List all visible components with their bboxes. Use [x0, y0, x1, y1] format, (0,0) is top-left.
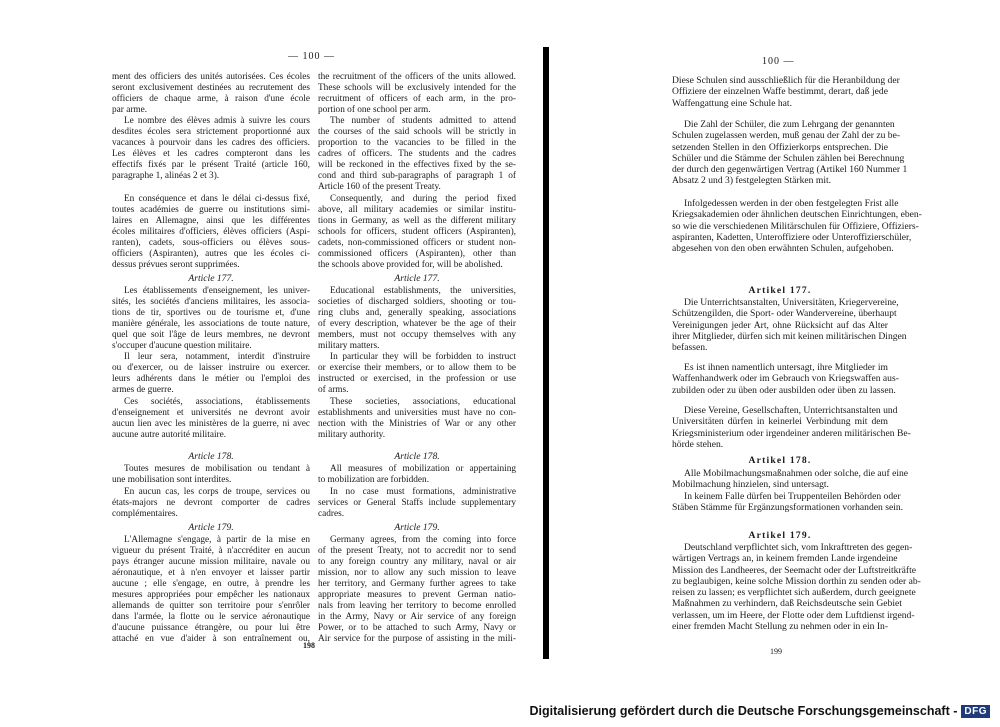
text-line: All measures of mobilization or appertaining	[330, 464, 516, 474]
text-line: her territory, and Germany further agrees to take	[318, 579, 516, 589]
text-line: zubilden oder zu üben oder ausbilden oder üben zu lassen.	[672, 384, 896, 396]
text-line: vacances à pourvoir dans les cadres des officiers.	[112, 138, 310, 148]
text-line: toutes académies de guerre ou institutions simi-	[112, 205, 310, 215]
text-line: Les élèves et les cadres compteront dans les	[112, 149, 310, 159]
text-line: allemands de quitter son territoire pour s'enrôler	[112, 601, 310, 611]
text-line: cadets, non-commissioned officers or student non-	[318, 238, 516, 248]
text-line: services or General Staffs include supplementary	[318, 498, 516, 508]
text-line: laires en Allemagne, ainsi que les différentes	[112, 216, 310, 226]
text-line: ihrer Mitglieder, dürfen sich mit keinen militärischen Dingen	[672, 330, 907, 342]
text-line: In keinem Falle dürfen bei Truppenteilen Behörden oder	[684, 491, 901, 502]
text-line: Les établissements d'enseignement, les univer-	[124, 286, 310, 296]
text-line: of arms.	[318, 385, 349, 395]
text-line: quel que soit l'âge de leurs membres, ne devront	[112, 330, 310, 340]
text-line: in the Army, Navy or Air service of any foreign	[318, 612, 516, 622]
article-heading-text: Artikel 177.	[748, 285, 812, 296]
text-line: Universitäten dürfen in keinerlei Verbindung mit dem	[672, 416, 888, 428]
text-line: will be reckoned in the effectives fixed by the se-	[318, 160, 516, 170]
paragraph	[112, 116, 310, 182]
text-line: aucune autre autorité militaire.	[112, 430, 227, 440]
text-line: cond and third sub-paragraphs of paragraph 1 of	[318, 171, 516, 181]
paragraph	[112, 487, 310, 520]
article-heading	[112, 451, 310, 462]
paragraph	[112, 397, 310, 441]
text-line: sités, les sociétés d'anciens militaires, les associa-	[112, 297, 310, 307]
text-line: wärtigen Vertrags an, in keinem fremden Lande irgendeine	[672, 553, 898, 565]
paragraph	[318, 397, 516, 441]
text-line: verlassen, um im Heere, der Flotte oder dem Luftdienst irgend-	[672, 609, 915, 621]
text-line: dessus prévues seront supprimées.	[112, 260, 240, 270]
text-line: pays étranger aucune mission militaire, navale ou	[112, 557, 310, 567]
paragraph	[318, 72, 516, 116]
text-line: Toutes mesures de mobilisation ou tendant à	[124, 464, 310, 474]
text-line: Schulen zugelassen werden, muß genau der Zahl der zu be-	[672, 130, 901, 142]
text-line: ranten), cadets, sous-officiers ou élèves sous-	[112, 238, 310, 248]
text-line: vigueur du présent Traité, à n'accréditer en aucun	[112, 546, 310, 556]
paragraph	[318, 487, 516, 520]
text-line: Consequently, and during the period fixed	[330, 194, 516, 204]
text-line: tions de tir, sportives ou de tourisme et, d'une	[112, 308, 310, 318]
text-line: Article 160 of the present Treaty.	[318, 182, 441, 192]
text-line: to mobilization are forbidden.	[318, 475, 430, 485]
text-line: par arme.	[112, 105, 148, 115]
paragraph	[112, 194, 310, 271]
article-heading	[318, 522, 516, 533]
text-line: Offiziere der einzelnen Waffe bestimmt, derart, daß jede	[672, 86, 888, 98]
article-heading-text: Artikel 179.	[748, 530, 812, 541]
text-line: zu beglaubigen, keine solche Mission dorthin zu senden oder ab-	[672, 575, 921, 587]
text-line: attaché en vue d'aider à son entraînement ou,	[112, 634, 310, 644]
paragraph	[672, 198, 922, 255]
text-line: of the present Treaty, not to accredit nor to send	[318, 546, 516, 556]
paragraph	[112, 72, 310, 116]
text-line: Deutschland verpflichtet sich, vom Inkrafttreten des gegen-	[684, 542, 913, 553]
text-line: reisen zu lassen; es verpflichtet sich außerdem, durch geeignete	[672, 587, 916, 599]
text-line: nals from leaving her territory to become enrolled	[318, 601, 516, 611]
text-line: s'occuper d'aucune question militaire.	[112, 341, 252, 351]
text-line: of every description, whatever be the age of their	[318, 319, 516, 329]
article-heading	[672, 530, 888, 541]
text-line: befassen.	[672, 342, 708, 354]
text-line: military authority.	[318, 430, 386, 440]
text-line: mesures appropriées pour empêcher les nationaux	[112, 590, 310, 600]
text-line: Mobilmachung hinzielen, sind untersagt.	[672, 479, 829, 491]
text-line: the recruitment of the officers of the units allowed.	[318, 72, 516, 82]
text-line: Die Zahl der Schüler, die zum Lehrgang der genannten	[684, 119, 895, 130]
text-line: cadres.	[318, 509, 345, 519]
text-line: Kriegsministerium oder irgendeiner anderen militärischen Be-	[672, 427, 911, 439]
text-line: The number of students admitted to attend	[330, 116, 516, 126]
paragraph	[318, 116, 516, 193]
text-line: Waffengattung eine Schule hat.	[672, 97, 792, 109]
paragraph	[318, 535, 516, 645]
paragraph	[318, 194, 516, 271]
text-line: military matters.	[318, 341, 380, 351]
text-line: the courses of the said schools will be strictly in	[318, 127, 516, 137]
text-line: ring clubs and, generally speaking, associations	[318, 308, 516, 318]
paragraph	[672, 75, 900, 109]
text-line: aspiranten, Kadetten, Unteroffiziere oder Unteroffizierschüler,	[672, 231, 912, 243]
text-line: Alle Mobilmachungsmaßnahmen oder solche, die auf eine	[684, 468, 909, 479]
text-line: leurs adhérents dans le métier ou l'emploi des	[112, 374, 310, 384]
text-line: Ces sociétés, associations, établissements	[124, 397, 310, 407]
text-line: In particular they will be forbidden to instruct	[330, 352, 516, 362]
text-line: paragraphe 1, alinéas 2 et 3).	[112, 171, 220, 181]
text-line: These societies, associations, educational	[330, 397, 516, 407]
text-line: dans l'armée, la flotte ou le service aéronautique	[112, 612, 310, 622]
text-line: hörde stehen.	[672, 438, 724, 450]
text-line: ment des officiers des unités autorisées. Ces écoles	[112, 72, 310, 82]
text-line: These schools will be exclusively intended for the	[318, 83, 516, 93]
text-line: setzenden Stellen in den Offizierkorps entsprechen. Die	[672, 141, 888, 153]
text-line: so wie die verschiedenen Militärschulen für Offiziere, Offiziers-	[672, 220, 919, 232]
paragraph	[672, 405, 911, 450]
scan-gutter-bar	[543, 47, 549, 659]
funding-notice: Digitalisierung gefördert durch die Deutsche Forschungsgemeinschaft -	[529, 704, 958, 718]
text-line: Absatz 2 und 3) festgelegten Stärken mit.	[672, 175, 832, 187]
footer	[530, 704, 990, 718]
text-line: effectifs fixés par le présent Traité (article 160,	[112, 160, 310, 170]
page-header: — 100 —	[288, 51, 335, 62]
text-line: desdites écoles sera strictement proportionné aux	[112, 127, 310, 137]
text-line: abgesehen von den oben erwähnten Schulen, aufgehoben.	[672, 243, 894, 255]
text-line: societies of discharged soldiers, shooting or tou-	[318, 297, 516, 307]
text-line: commissioned officers (Aspiranten), other than	[318, 249, 516, 259]
text-line: aucune ; elle s'engage, en outre, à prendre les	[112, 579, 310, 589]
text-line: Mission des Landheeres, der Seemacht oder der Luftstreitkräfte	[672, 564, 917, 576]
article-heading	[318, 273, 516, 284]
article-heading	[318, 451, 516, 462]
text-line: Schützengilden, die Sport- oder Wandervereine, überhaupt	[672, 308, 897, 320]
text-line: L'Allemagne s'engage, à partir de la mise en	[124, 535, 310, 545]
text-line: Die Unterrichtsanstalten, Universitäten, Kriegervereine,	[684, 297, 899, 308]
paragraph	[672, 468, 909, 491]
text-line: seront exclusivement destinées au recrutement des	[112, 83, 310, 93]
text-line: d'aucune puissance étrangère, ou pour lui être	[112, 623, 310, 633]
article-heading	[672, 285, 888, 296]
paragraph	[318, 464, 516, 486]
paragraph	[318, 352, 516, 396]
text-line: above, all military academies or similar institu-	[318, 205, 516, 215]
text-line: En conséquence et dans le délai ci-dessus fixé,	[124, 194, 310, 204]
text-line: Vereinigungen jeder Art, ohne Rücksicht auf das Alter	[672, 319, 888, 331]
text-line: proportion to the vacancies to be filled in the	[318, 138, 516, 148]
paragraph	[112, 352, 310, 396]
text-line: Es ist ihnen namentlich untersagt, ihre Mitglieder im	[684, 362, 888, 373]
article-heading	[112, 273, 310, 284]
page-number: 198	[303, 641, 315, 650]
right-page	[552, 0, 1000, 680]
text-line: officiers (Aspiranten), autres que les écoles ci-	[112, 249, 310, 259]
article-heading-text: Article 177.	[394, 273, 440, 284]
text-line: the schools above provided for, will be abolished.	[318, 260, 503, 270]
page-header: 100 —	[762, 56, 795, 67]
text-line: Waffenhandwerk oder im Gebrauch von Kriegswaffen aus-	[672, 373, 899, 385]
text-line: establishments and universities must have no con-	[318, 408, 516, 418]
article-heading-text: Article 177.	[188, 273, 234, 284]
text-line: Educational establishments, the universities,	[330, 286, 516, 296]
text-line: armes de guerre.	[112, 385, 174, 395]
paragraph	[318, 286, 516, 352]
article-heading-text: Article 178.	[188, 451, 234, 462]
text-line: ou d'exercer, ou de laisser instruire ou exercer.	[112, 363, 310, 373]
text-line: schools for officers, student officers (Aspiranten),	[318, 227, 516, 237]
text-line: members, must not occupy themselves with any	[318, 330, 516, 340]
article-heading-text: Article 179.	[394, 522, 440, 533]
text-line: recruitment of officers of each arm, in the pro-	[318, 94, 516, 104]
article-heading-text: Artikel 178.	[748, 455, 812, 466]
text-line: instructed or exercised, in the profession or use	[318, 374, 516, 384]
text-line: Kriegsakademien oder ähnlichen deutschen Einrichtungen, eben-	[672, 209, 922, 221]
text-line: Infolgedessen werden in der oben festgelegten Frist alle	[684, 198, 899, 209]
text-line: aéronautique, et à n'en envoyer et laisser partir	[112, 568, 310, 578]
article-heading	[672, 455, 888, 466]
text-line: cadres of officers. The students and the cadres	[318, 149, 516, 159]
page-number: 199	[770, 647, 782, 656]
text-line: portion of one school per arm.	[318, 105, 431, 115]
paragraph	[112, 286, 310, 352]
text-line: officiers de chaque arme, à raison d'une école	[112, 94, 310, 104]
text-line: En aucun cas, les corps de troupe, services ou	[124, 487, 310, 497]
text-line: Diese Vereine, Gesellschaften, Unterrichtsanstalten und	[684, 405, 898, 416]
text-line: der durch den gegenwärtigen Vertrag (Artikel 160 Nummer 1	[672, 164, 908, 176]
dfg-logo: DFG	[961, 705, 990, 718]
text-line: manière générale, les associations de toute nature,	[112, 319, 310, 329]
text-line: d'enseignement et universités ne devront avoir	[112, 408, 310, 418]
text-line: Diese Schulen sind ausschließlich für die Heranbildung der	[672, 75, 900, 86]
text-line: états-majors ne devront comporter de cadres	[112, 498, 310, 508]
paragraph	[672, 297, 907, 354]
text-line: écoles militaires d'officiers, élèves officiers (Aspi-	[112, 227, 310, 237]
text-line: tions in Germany, as well as the different military	[318, 216, 516, 226]
text-line: or exercise their members, or to allow them to be	[318, 363, 516, 373]
text-line: In no case must formations, administrative	[330, 487, 516, 497]
text-line: Stäben Stämme für Ergänzungsformationen vorhanden sein.	[672, 502, 904, 514]
paragraph	[672, 362, 899, 396]
text-line: Air service for the purpose of assisting in the mili-	[318, 634, 516, 644]
text-line: to any foreign country any military, naval or air	[318, 557, 516, 567]
text-line: Le nombre des élèves admis à suivre les cours	[124, 116, 310, 126]
text-line: une mobilisation sont interdites.	[112, 475, 232, 485]
text-line: mission, nor to allow any such mission to leave	[318, 568, 516, 578]
paragraph	[112, 535, 310, 645]
paragraph	[672, 542, 921, 633]
paragraph	[672, 119, 908, 187]
text-line: Power, or to be attached to such Army, Navy or	[318, 623, 516, 633]
article-heading-text: Article 179.	[188, 522, 234, 533]
text-line: appropriate measures to prevent German natio-	[318, 590, 516, 600]
text-line: complémentaires.	[112, 509, 178, 519]
text-line: einer fremden Macht Stellung zu nehmen oder in ein In-	[672, 621, 889, 633]
text-line: Schüler und die Stämme der Schulen zählen bei Berechnung	[672, 152, 905, 164]
text-line: Germany agrees, from the coming into force	[330, 535, 516, 545]
paragraph	[672, 491, 904, 514]
text-line: nection with the Ministries of War or any other	[318, 419, 516, 429]
article-heading	[112, 522, 310, 533]
article-heading-text: Article 178.	[394, 451, 440, 462]
text-line: Il leur sera, notamment, interdit d'instruire	[124, 352, 310, 362]
text-line: Maßnahmen zu verhindern, daß Reichsdeutsche sein Gebiet	[672, 598, 902, 610]
paragraph	[112, 464, 310, 486]
text-line: aucun lien avec les ministères de la guerre, ni avec	[112, 419, 310, 429]
